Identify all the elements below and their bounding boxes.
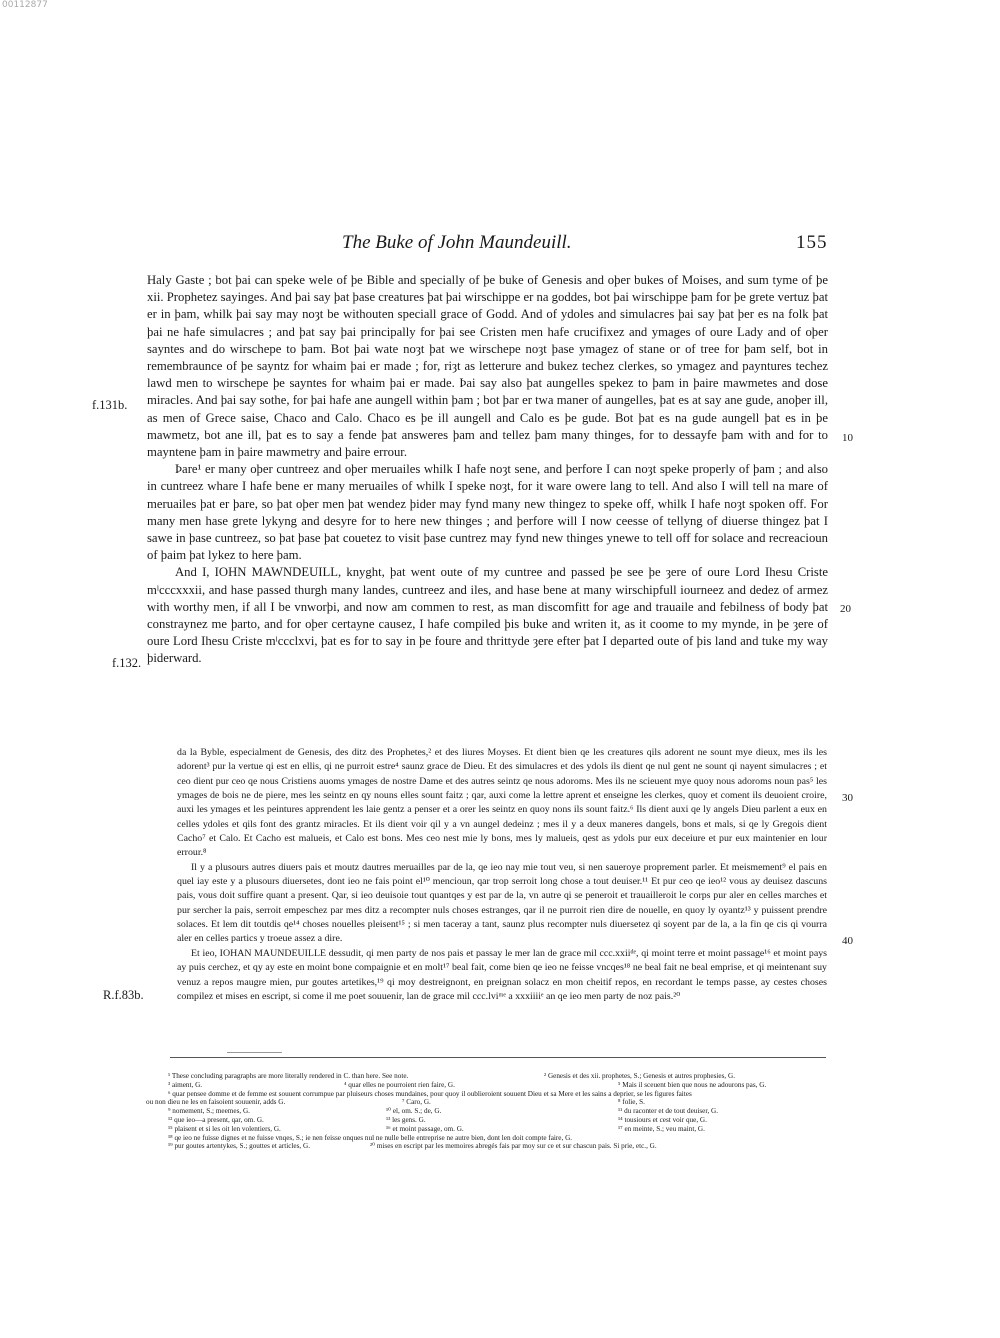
footnote: ⁹ nomement, S.; meemes, G. (168, 1107, 250, 1116)
french-paragraph-3: Et ieo, IOHAN MAUNDEUILLE dessudit, qi men party de nos pais et passay le mer lan de grace mil ccc.xxiiᵈᵉ, qi moint terre et moint passage¹⁶ et moint pays ay puis cerchez, et qy ay este en moint bone compaignie et en molt¹⁷ beal fait, come bien qe ieo ne feisse vncqes¹⁸ ne beal fait ne beal emprise, et qi meintenant suy venuz a repos maugre mien, pur goutes artetikes,¹⁹ qi moy destreignont, en preignan solacz en mon cheitif repos, en recordant le temps passe, ay cestes choses compilez et mises en escript, si come il me poet souuenir, lan de grace mil ccc.lviᵐᵉ a xxxiiiiᵉ an qe ieo men party de noz pais.²⁰ (177, 947, 827, 1002)
page-id: 00112877 (2, 0, 48, 10)
main-paragraph-2: Þare¹ er many oþer cuntreez and oþer meruailes whilk I hafe noȝt sene, and þerfore I can noȝt speke properly of þam ; and also in cuntreez whare I hafe bene er many meruailes of whilk I speke noȝt, for it ware owere lang to tell. And also I will tell na mare of meruailes þat er þare, so þat oþer men þat wendez þider may fynd many new thingez to speke off, whilk I hafe noȝt spoken off. For many men hase grete lykyng and desyre for to here new thinges ; and þerfore will I now ceesse of tellyng of diuerse thingez þat I sawe in þase cuntreez, so þat þase þat couetez to visit þase cuntrez may fynd new thinges ynewe to tell off for solace and recreacioun of þaim þat lykez to here þam. (147, 462, 828, 563)
footnote: ² Genesis et des xii. prophetes, S.; Genesis et autres prophesies, G. (544, 1072, 735, 1080)
footnote: ¹⁷ en meinte, S.; veu maint, G. (618, 1124, 705, 1133)
footnote: ¹⁶ et moint passage, om. G. (386, 1124, 464, 1133)
french-paragraph-2: Il y a plusours autres diuers pais et moutz dautres meruailles par de la, qe ieo nay mie tout veu, si nen saueroye proprement parler. Et meismement⁹ el pais en quel iay este y a plusours diuersetes, dont ieo ne fais point el¹⁰ mencioun, qar trop serroit long chose a tout deuiser.¹¹ Et pur ceo qe ieo¹² vous ay deuisez dascuns pais, vous doit suffire quant a present. Qar, si ieo deuisoie tout quantqes y est par de la, vn autre qi se peneroit et trauailleroit le corps pur aler en celles marches et pur sercher la pais, serroit empeschez par mes ditz a recompter nuls choses estranges, qar il ne purroit rien dire de nouelle, en quoy ly oyantz¹³ y puissent prendre solaces. Et lem dit toutdis qe¹⁴ choses nouelles pleisent¹⁵ ; si men taceray a tant, saunz plus recompter nuls diuersetez qi soyent par de la, a la fin qe cis qi vourra aler en celles partics y troeue assez a dire. (177, 861, 827, 945)
margin-note-rf83b: R.f.83b. (103, 988, 144, 1002)
margin-note-f132: f.132. (112, 656, 142, 670)
footnote: ³ aiment, G. (168, 1080, 203, 1089)
footnote: ¹⁰ el, om. S.; de, G. (386, 1107, 442, 1116)
footnote: ¹⁸ qe ieo ne fuisse dignes et ne fuisse vnqes, S.; ie nen feisse onques nul ne nulle belle entreprise ne autre bien, dont len doit compte faire, G. (168, 1133, 573, 1142)
running-head: The Buke of John Maundeuill. (342, 232, 572, 253)
footnote: ¹ These concluding paragraphs are more literally rendered in C. than here. See note. (168, 1072, 409, 1080)
line-number-30: 30 (842, 792, 853, 804)
footnote-row (168, 1081, 828, 1090)
footnote: ¹⁴ tousiours et cest voir que, G. (618, 1115, 707, 1124)
footnote: ⁵ Mais il sceuent bien que nous ne adourons pas, G. (618, 1080, 767, 1089)
footnote-row (146, 1098, 828, 1107)
french-text (177, 746, 827, 1004)
footnote-row (168, 1072, 828, 1081)
footnote-rule (170, 1057, 826, 1058)
footnote: ⁸ folie, S. (618, 1098, 645, 1107)
footnote: ¹⁵ plaisent et si les oit len volentiers, G. (168, 1124, 281, 1133)
footnote-row (168, 1125, 828, 1134)
french-paragraph-1: da la Byble, especialment de Genesis, des ditz des Prophetes,² et des liures Moyses. Et dient bien qe les creatures qils adorent ne sount mye dieux, mes ils les adorent³ pur la vertue qi est en ellis, qi ne purroit estre⁴ saunz grace de Dieu. Et des simulacres et des ydols ils dient qe nul gent ne sount qi nayent simulacres ; et ceo dient pur ceo qe nous Cristiens auoms ymages de nostre Dame et des autres seintz qe nous adoroms. Mes ils ne scieuent mye quoy nous adoroms noun pas⁵ les ymages de bois ne de piere, mes les seintz en qy nouns elles sount faitz ; qar, auxi come la lettre aprent et enseigne les clerkes, quoy et coment ils deuoient croire, auxi les ymages et les peintures apprendent les laie gentz a penser et a orer les seintz en quoy nons ils sount faitz.⁶ Ils dient auxi qe ly angels Dieu parlent a eux en celles ydoles et qils font des grantz miracles. Et ils dient voir qil y a vn aungel dedeinz ; mes il y a deux maneres dangels, bons et mals, si qe ly Gregois dient Cacho⁷ et Calo. Et Cacho est malueis, et Calo est bons. Mes ceo nest mie ly bons, mes ly malueis, qest as ydols pur eux deceiure et pur eux maintenier en lour errour.⁸ (177, 747, 827, 859)
line-number-10: 10 (842, 432, 853, 444)
short-rule (227, 1052, 282, 1053)
footnote-row (168, 1134, 828, 1143)
footnote: ²⁰ mises en escript par les memoires abregés fais par moy sur ce et sur chascun pais. Si prie, etc., G. (370, 1142, 657, 1151)
footnote: ¹¹ du raconter et de tout deuiser, G. (618, 1107, 719, 1116)
margin-note-f131b: f.131b. (92, 398, 128, 412)
footnote-row (168, 1090, 828, 1099)
page-number: 155 (796, 232, 828, 253)
main-text (147, 272, 828, 668)
footnote: ¹³ les gens. G. (386, 1115, 426, 1124)
page-header (0, 232, 1000, 262)
footnote: ⁴ quar elles ne pourroient rien faire, G. (344, 1080, 455, 1089)
footnotes (146, 1072, 828, 1151)
main-paragraph-3: And I, IOHN MAWNDEUILL, knyght, þat went oute of my cuntree and passed þe see þe ȝere of oure Lord Ihesu Criste mˡcccxxxii, and hase passed thurgh many landes, cuntreez and iles, and hase bene at many wirschipfull iourneez and dedez of armez with worthy men, if all I be vnworþi, and now am commen to rest, as man discomfitt for age and trauaile and febilness of body þat constraynez me þarto, and for oþer certayne causez, I hafe compiled þis buke and writen it, as it coome to my mynde, in þe ȝere of oure Lord Ihesu Criste mˡccclxvi, þat es for to say in þe foure and thrittyde ȝere efter þat I departed oute of þis land and tuke my way þiderward. (147, 565, 828, 666)
footnote-row (168, 1116, 828, 1125)
footnote: ⁶ quar pensee domme et de femme est souuent corrumpue par pluiseurs choses mundaines, pour quoy il oublieroient souuent Dieu et sa Mere et les sains a deprier, se les figures faites (168, 1089, 692, 1098)
main-paragraph-1: Haly Gaste ; bot þai can speke wele of þe Bible and specially of þe buke of Genesis and oþer bukes of Moises, and sum tyme of þe xii. Prophetez sayinges. And þai say þat þase creatures þat þai wirschippe er na goddes, bot þai wirschippe þam for þe grete vertuz þat er in þam, whilk þai say may noȝt be withouten speciall grace of Godd. And of ydoles and simulacres þai say þat þer es na folk þat þai ne hafe simulacres ; and þat say þai principally for þai see Cristen men hafe crucifixez and ymages of oure Lady and of oþer sayntes and do wirschepe to þam. Bot þai wate noȝt þat we wirschepe noȝt þase ymagez of stane or of tree for þam self, bot in remembraunce of þe sayntz for whaim þai er made ; for, riȝt as letterure and bukez techez clerkes, so ymagez and payntures techez lawd men to wirschepe þe sayntes for whaim þai er made. Þai say also þat aungelles spekez to þam in þaire mawmetes and dose miracles. And þai say sothe, for þai hafe ane aungell within þam ; bot þar er twa maner of aungelles, þat es at say ane gude, anoþer ill, as men of Grece saise, Chaco and Calo. Chaco es þe ill aungell and Calo es þe gude. Bot þat es na gude aungell þat es in þe mawmetz, bot ane ill, þat es to say a fende þat answeres þam and tellez þam many thinges, for to dessayfe þam with and for to mayntene þam in þaire mawmetry and þaire errour. (147, 273, 828, 460)
footnote-row (168, 1142, 828, 1151)
footnote: ou non dieu ne les en faisoient souuenir, adds G. (146, 1098, 286, 1107)
footnote: ⁷ Caro, G. (402, 1098, 431, 1107)
line-number-20: 20 (840, 603, 851, 615)
line-number-40: 40 (842, 935, 853, 947)
footnote: ¹⁹ pur goutes artentykes, S.; gouttes et articles, G. (168, 1142, 310, 1151)
footnote: ¹² que ieo—a present, qar, om. G. (168, 1115, 264, 1124)
footnote-row (168, 1107, 828, 1116)
